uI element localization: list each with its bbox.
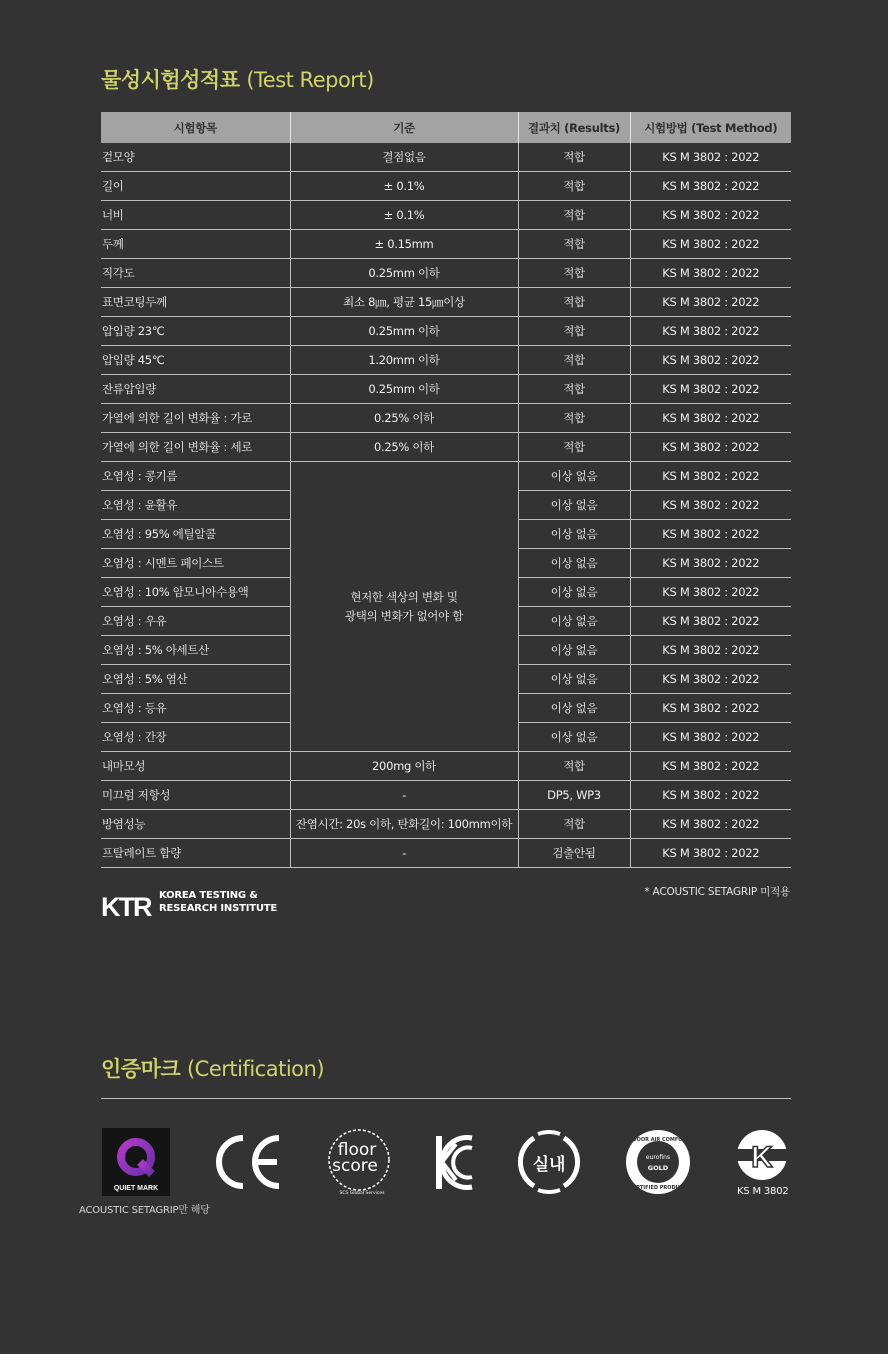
kc-mark-icon [434, 1134, 476, 1195]
cell-standard: - [290, 839, 518, 868]
cell-test-item: 오염성 : 콩기름 [101, 462, 290, 491]
cell-test-item: 프탈레이트 함량 [101, 839, 290, 868]
table-row [101, 839, 791, 868]
cell-test-item: 오염성 : 95% 에틸알콜 [101, 520, 290, 549]
cell-test-item: 압입량 23℃ [101, 317, 290, 346]
floorscore-sub: SCS Global Services [339, 1191, 385, 1196]
cell-result: 이상 없음 [518, 491, 630, 520]
cell-standard: 1.20mm 이하 [290, 346, 518, 375]
cell-test-method: KS M 3802 : 2022 [630, 839, 791, 868]
cell-standard: 결점없음 [290, 143, 518, 172]
cell-test-item: 표면코팅두께 [101, 288, 290, 317]
test-report-table [101, 112, 791, 868]
table-row [101, 462, 791, 491]
cell-result: 적합 [518, 404, 630, 433]
cell-result: 적합 [518, 172, 630, 201]
cell-test-item: 잔류압입량 [101, 375, 290, 404]
ce-mark-icon [213, 1134, 283, 1194]
cell-standard: ± 0.15mm [290, 230, 518, 259]
cell-test-method: KS M 3802 : 2022 [630, 520, 791, 549]
cell-test-method: KS M 3802 : 2022 [630, 346, 791, 375]
cell-test-method: KS M 3802 : 2022 [630, 810, 791, 839]
header-test-method: 시험방법 (Test Method) [630, 112, 791, 143]
cell-standard: 0.25% 이하 [290, 433, 518, 462]
cell-result: 적합 [518, 752, 630, 781]
cell-test-method: KS M 3802 : 2022 [630, 462, 791, 491]
cell-standard: 최소 8㎛, 평균 15㎛이상 [290, 288, 518, 317]
cell-standard: ± 0.1% [290, 201, 518, 230]
cell-standard: ± 0.1% [290, 172, 518, 201]
cell-standard: 0.25mm 이하 [290, 317, 518, 346]
cell-result: 이상 없음 [518, 578, 630, 607]
cell-test-method: KS M 3802 : 2022 [630, 723, 791, 752]
cell-standard: 잔염시간: 20s 이하, 탄화길이: 100mm이하 [290, 810, 518, 839]
cell-result: 이상 없음 [518, 723, 630, 752]
ktr-name-line1: KOREA TESTING & [159, 889, 258, 901]
svg-text:K: K [751, 1141, 773, 1174]
table-row [101, 433, 791, 462]
cell-standard: 0.25mm 이하 [290, 375, 518, 404]
cell-test-item: 오염성 : 등유 [101, 694, 290, 723]
cell-test-method: KS M 3802 : 2022 [630, 578, 791, 607]
report-title-ko: 물성시험성적표 [101, 68, 240, 92]
cell-test-item: 오염성 : 10% 암모니아수용액 [101, 578, 290, 607]
header-test-item: 시험항목 [101, 112, 290, 143]
stain-standard-line1: 현저한 색상의 변화 및 [350, 589, 458, 604]
ktr-name-line2: RESEARCH INSTITUTE [159, 902, 278, 914]
cell-result: 이상 없음 [518, 636, 630, 665]
cell-test-method: KS M 3802 : 2022 [630, 665, 791, 694]
cell-result: 적합 [518, 346, 630, 375]
quiet-mark-icon [102, 1128, 170, 1200]
cell-test-method: KS M 3802 : 2022 [630, 636, 791, 665]
table-header-row [101, 112, 791, 143]
floorscore-icon [324, 1128, 394, 1202]
cell-test-method: KS M 3802 : 2022 [630, 433, 791, 462]
cell-result: DP5, WP3 [518, 781, 630, 810]
cell-test-item: 미끄럼 저항성 [101, 781, 290, 810]
cell-result: 적합 [518, 375, 630, 404]
table-row [101, 404, 791, 433]
cell-result: 이상 없음 [518, 694, 630, 723]
cell-test-method: KS M 3802 : 2022 [630, 607, 791, 636]
cell-test-method: KS M 3802 : 2022 [630, 549, 791, 578]
cell-test-item: 내마모성 [101, 752, 290, 781]
cell-test-item: 오염성 : 5% 염산 [101, 665, 290, 694]
cell-test-item: 오염성 : 간장 [101, 723, 290, 752]
floorscore-line2: score [332, 1156, 378, 1176]
cell-test-method: KS M 3802 : 2022 [630, 172, 791, 201]
table-row [101, 230, 791, 259]
cell-test-method: KS M 3802 : 2022 [630, 694, 791, 723]
certification-title-en: (Certification) [186, 1057, 325, 1081]
cell-test-item: 겉모양 [101, 143, 290, 172]
certification-divider [101, 1098, 791, 1099]
cell-test-item: 오염성 : 5% 아세트산 [101, 636, 290, 665]
cell-test-item: 압입량 45℃ [101, 346, 290, 375]
cell-test-method: KS M 3802 : 2022 [630, 317, 791, 346]
cell-test-item: 길이 [101, 172, 290, 201]
cell-result: 적합 [518, 288, 630, 317]
cell-test-method: KS M 3802 : 2022 [630, 230, 791, 259]
cell-result: 적합 [518, 259, 630, 288]
table-row [101, 288, 791, 317]
ks-mark-icon [732, 1127, 792, 1191]
report-title [101, 64, 374, 94]
ktr-logo-mark: KTR [101, 892, 151, 918]
quiet-mark-label: QUIET MARK [113, 1185, 159, 1192]
indoor-label: 실내 [532, 1155, 566, 1175]
eurofins-gold-icon [624, 1128, 692, 1200]
stain-standard-line2: 광택의 변화가 없어야 함 [344, 608, 464, 623]
cell-standard: 0.25mm 이하 [290, 259, 518, 288]
cell-test-method: KS M 3802 : 2022 [630, 288, 791, 317]
ktr-logo [101, 885, 277, 918]
cell-test-method: KS M 3802 : 2022 [630, 259, 791, 288]
table-row [101, 781, 791, 810]
cell-result: 이상 없음 [518, 607, 630, 636]
cell-result: 검출안됨 [518, 839, 630, 868]
table-row [101, 810, 791, 839]
cell-test-item: 너비 [101, 201, 290, 230]
cell-test-method: KS M 3802 : 2022 [630, 143, 791, 172]
ktr-logo-icon [101, 885, 153, 918]
table-row [101, 201, 791, 230]
cell-test-method: KS M 3802 : 2022 [630, 491, 791, 520]
eurofins-grade: GOLD [647, 1164, 669, 1172]
cell-test-item: 직각도 [101, 259, 290, 288]
cell-test-method: KS M 3802 : 2022 [630, 201, 791, 230]
cell-result: 이상 없음 [518, 665, 630, 694]
table-row [101, 375, 791, 404]
cell-test-item: 두께 [101, 230, 290, 259]
cell-result: 이상 없음 [518, 520, 630, 549]
cell-result: 적합 [518, 317, 630, 346]
cell-test-method: KS M 3802 : 2022 [630, 781, 791, 810]
table-row [101, 317, 791, 346]
cell-test-item: 오염성 : 윤활유 [101, 491, 290, 520]
cell-result: 이상 없음 [518, 462, 630, 491]
cell-result: 적합 [518, 201, 630, 230]
cell-test-item: 오염성 : 시멘트 페이스트 [101, 549, 290, 578]
eurofins-brand: eurofins [645, 1154, 671, 1161]
cell-test-method: KS M 3802 : 2022 [630, 375, 791, 404]
cell-test-method: KS M 3802 : 2022 [630, 404, 791, 433]
floorscore-line1: floor [337, 1140, 377, 1160]
table-row [101, 259, 791, 288]
header-standard: 기준 [290, 112, 518, 143]
indoor-air-icon [514, 1130, 584, 1198]
header-results: 결과치 (Results) [518, 112, 630, 143]
ks-mark-caption: KS M 3802 [737, 1186, 789, 1197]
certification-title-ko: 인증마크 [101, 1057, 181, 1081]
cell-standard: 200mg 이하 [290, 752, 518, 781]
report-title-en: (Test Report) [246, 68, 374, 92]
quiet-mark-caption: ACOUSTIC SETAGRIP만 해당 [79, 1205, 210, 1216]
table-row [101, 143, 791, 172]
cell-test-item: 오염성 : 우유 [101, 607, 290, 636]
certification-title [101, 1053, 324, 1083]
eurofins-ring-top: INDOOR AIR COMFORT [626, 1137, 690, 1143]
table-row [101, 752, 791, 781]
cell-test-item: 가열에 의한 길이 변화율 : 가로 [101, 404, 290, 433]
cell-test-item: 가열에 의한 길이 변화율 : 세로 [101, 433, 290, 462]
cell-test-method: KS M 3802 : 2022 [630, 752, 791, 781]
cell-result: 적합 [518, 143, 630, 172]
cell-result: 이상 없음 [518, 549, 630, 578]
cell-result: 적합 [518, 810, 630, 839]
cell-standard: 0.25% 이하 [290, 404, 518, 433]
eurofins-ring-bottom: CERTIFIED PRODUCT [629, 1185, 687, 1191]
cell-standard: - [290, 781, 518, 810]
cell-test-item: 방염성능 [101, 810, 290, 839]
table-row [101, 346, 791, 375]
footnote: * ACOUSTIC SETAGRIP 미적용 [644, 886, 790, 898]
cell-result: 적합 [518, 433, 630, 462]
cell-standard-stain [290, 462, 518, 752]
table-row [101, 172, 791, 201]
cell-result: 적합 [518, 230, 630, 259]
